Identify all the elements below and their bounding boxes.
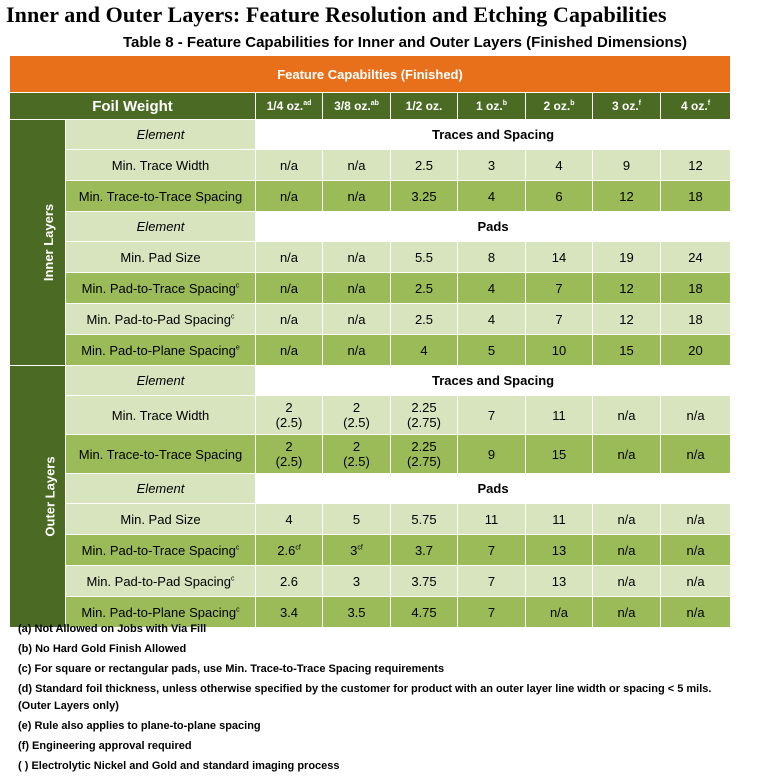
value-text: 7 — [487, 573, 496, 589]
row-label-sup: c — [235, 282, 240, 290]
footnote: (e) Rule also applies to plane-to-plane spacing — [18, 720, 261, 732]
value-cell — [593, 396, 661, 435]
value-text: n/a — [617, 446, 636, 462]
value-cell — [526, 435, 593, 474]
value-text: 3 — [352, 573, 361, 589]
side-label-text: Inner Layers — [41, 203, 57, 282]
row-label — [66, 566, 256, 597]
value-cell: 9 — [593, 150, 661, 181]
section-name: Traces and Spacing — [256, 366, 731, 396]
row-label — [66, 150, 256, 181]
table-row — [10, 273, 731, 304]
row-label — [66, 181, 256, 212]
value-text: 2 — [285, 400, 293, 415]
footnote: (d) Standard foil thickness, unless otherwise specified by the customer for product with an outer layer line width or spacing < 5 mils. (Outer Layers only) — [18, 683, 712, 712]
section-name: Traces and Spacing — [256, 120, 731, 150]
value-cell: 12 — [593, 304, 661, 335]
element-label: Element — [66, 212, 256, 242]
value-text: 11 — [484, 511, 499, 527]
value-text: n/a — [549, 604, 569, 620]
row-label-text: Min. Trace Width — [111, 407, 210, 423]
value-text: 15 — [551, 446, 567, 462]
col-header-label: 1/2 oz. — [405, 98, 443, 113]
value-text: n/a — [617, 511, 636, 527]
value-sup: cf — [357, 544, 363, 552]
value-paren: (2.5) — [343, 454, 370, 469]
row-label — [66, 435, 256, 474]
value-cell — [458, 504, 526, 535]
col-header — [391, 93, 458, 120]
value-cell — [323, 504, 391, 535]
col-header-sup: b — [570, 99, 575, 107]
value-text: n/a — [686, 542, 705, 558]
value-text: 3.7 — [414, 542, 434, 558]
value-cell: n/a — [323, 181, 391, 212]
row-label-sup: c — [236, 606, 240, 614]
outer-layers-section — [10, 366, 731, 628]
value-text: 3.4 — [279, 604, 299, 620]
value-text: n/a — [617, 407, 636, 423]
value-text: 4 — [285, 511, 293, 527]
col-header — [661, 93, 731, 120]
table-row — [10, 150, 731, 181]
value-cell: n/a — [256, 150, 323, 181]
row-label-text: Min. Trace-to-Trace Spacing — [78, 446, 243, 462]
page-title: Inner and Outer Layers: Feature Resolution and Etching Capabilities — [6, 2, 667, 27]
footnote: ( ) Electrolytic Nickel and Gold and standard imaging process — [18, 760, 340, 772]
section-name: Pads — [256, 212, 731, 242]
value-text: 9 — [487, 446, 496, 462]
value-cell — [661, 566, 731, 597]
value-cell: 4 — [526, 150, 593, 181]
value-cell: n/a — [256, 273, 323, 304]
value-cell: 2.5 — [391, 273, 458, 304]
value-cell — [526, 566, 593, 597]
value-cell: 4 — [458, 181, 526, 212]
value-cell: 12 — [593, 181, 661, 212]
col-header-sup: ad — [303, 99, 312, 107]
value-cell: 12 — [661, 150, 731, 181]
value-cell: 4 — [458, 273, 526, 304]
value-cell: n/a — [323, 242, 391, 273]
value-paren: (2.75) — [407, 415, 441, 430]
col-header-label: 3/8 oz. — [334, 98, 371, 113]
footnote: (c) For square or rectangular pads, use Min. Trace-to-Trace Spacing requirements — [18, 663, 445, 675]
row-label-text: Min. Trace-to-Trace Spacing — [78, 188, 243, 204]
value-cell — [391, 535, 458, 566]
table-row — [10, 181, 731, 212]
element-label: Element — [66, 474, 256, 504]
value-text: 7 — [487, 604, 496, 620]
footnote: (b) No Hard Gold Finish Allowed — [18, 643, 187, 655]
value-cell — [391, 396, 458, 435]
value-text: 3 — [350, 542, 358, 558]
side-label — [10, 366, 66, 628]
value-text: n/a — [686, 573, 705, 589]
row-label-text: Min. Pad-to-Pad Spacing — [86, 311, 232, 327]
value-cell: 19 — [593, 242, 661, 273]
side-label — [10, 120, 66, 366]
value-text: 2 — [285, 439, 293, 454]
value-cell — [593, 435, 661, 474]
feature-capabilities-table — [9, 55, 731, 628]
value-paren: (2.75) — [407, 454, 441, 469]
value-cell: n/a — [323, 304, 391, 335]
section-header-row — [10, 366, 731, 396]
value-cell: 18 — [661, 304, 731, 335]
value-cell: 3.25 — [391, 181, 458, 212]
value-cell — [661, 435, 731, 474]
value-cell: 5 — [458, 335, 526, 366]
value-text: 3.75 — [411, 573, 437, 589]
col-header-sup: ab — [370, 99, 379, 107]
table-row — [10, 566, 731, 597]
value-cell — [661, 504, 731, 535]
value-cell — [391, 435, 458, 474]
value-cell: n/a — [323, 150, 391, 181]
value-cell: n/a — [256, 304, 323, 335]
footnote: (a) Not Allowed on Jobs with Via Fill — [18, 623, 207, 635]
section-header-row — [10, 474, 731, 504]
value-text: 2.25 — [411, 400, 437, 415]
value-cell — [391, 566, 458, 597]
col-header-label: 2 oz. — [543, 98, 571, 113]
col-header-label: 3 oz. — [611, 98, 639, 113]
value-cell — [458, 396, 526, 435]
value-cell — [526, 504, 593, 535]
value-text: n/a — [617, 573, 636, 589]
value-cell — [323, 566, 391, 597]
row-label — [66, 304, 256, 335]
value-text: n/a — [686, 407, 705, 423]
value-text: n/a — [617, 604, 636, 620]
value-cell: 14 — [526, 242, 593, 273]
value-cell — [256, 396, 323, 435]
value-cell — [323, 435, 391, 474]
value-paren: (2.5) — [275, 454, 303, 469]
header-row — [10, 93, 731, 120]
element-label: Element — [66, 366, 256, 396]
value-text: 2.25 — [411, 439, 437, 454]
value-cell — [458, 535, 526, 566]
value-cell: 15 — [593, 335, 661, 366]
value-sup: cf — [295, 544, 301, 552]
row-label — [66, 396, 256, 435]
value-cell: 12 — [593, 273, 661, 304]
value-cell — [256, 435, 323, 474]
row-label-text: Min. Pad-to-Plane Spacing — [81, 342, 236, 358]
row-label-sup: c — [235, 544, 240, 552]
value-cell: 6 — [526, 181, 593, 212]
value-cell: 8 — [458, 242, 526, 273]
value-cell: 4 — [391, 335, 458, 366]
table-row — [10, 242, 731, 273]
foil-weight-header: Foil Weight — [10, 93, 256, 120]
value-cell: n/a — [256, 242, 323, 273]
value-cell: n/a — [256, 335, 323, 366]
value-cell: 2.5 — [391, 150, 458, 181]
col-header-label: 4 oz. — [681, 98, 708, 113]
value-cell — [593, 504, 661, 535]
value-text: 2 — [352, 400, 361, 415]
value-cell — [661, 535, 731, 566]
value-text: n/a — [686, 446, 705, 462]
value-cell — [256, 504, 323, 535]
col-header-sup: f — [707, 99, 711, 107]
value-text: 3.5 — [347, 604, 366, 620]
element-label: Element — [66, 120, 256, 150]
row-label-text: Min. Pad-to-Trace Spacing — [81, 280, 236, 296]
value-cell: 18 — [661, 273, 731, 304]
table-row — [10, 304, 731, 335]
inner-layers-section — [10, 120, 731, 366]
value-cell: n/a — [323, 273, 391, 304]
table-row — [10, 335, 731, 366]
value-cell — [391, 504, 458, 535]
row-label-text: Min. Pad-to-Plane Spacing — [81, 604, 237, 620]
col-header-label: 1 oz. — [476, 98, 503, 113]
value-cell — [458, 435, 526, 474]
value-cell — [661, 396, 731, 435]
value-cell: 7 — [526, 304, 593, 335]
col-header-sup: b — [502, 99, 507, 107]
value-cell: 7 — [526, 273, 593, 304]
value-cell — [323, 535, 391, 566]
row-label-sup: c — [231, 575, 235, 583]
row-label-text: Min. Trace Width — [111, 157, 210, 173]
row-label — [66, 504, 256, 535]
value-cell — [593, 535, 661, 566]
side-label-text: Outer Layers — [42, 456, 58, 537]
value-cell — [323, 396, 391, 435]
row-label-text: Min. Pad Size — [120, 511, 201, 527]
col-header-label: 1/4 oz. — [266, 98, 304, 113]
value-text: 11 — [552, 511, 566, 527]
row-label-text: Min. Pad-to-Trace Spacing — [81, 542, 236, 558]
row-label-sup: c — [231, 313, 235, 321]
row-label — [66, 535, 256, 566]
footnote: (f) Engineering approval required — [18, 740, 192, 752]
value-cell: 24 — [661, 242, 731, 273]
section-name: Pads — [256, 474, 731, 504]
value-cell: 2.5 — [391, 304, 458, 335]
value-text: 13 — [551, 573, 567, 589]
row-label-sup: e — [235, 344, 240, 352]
value-paren: (2.5) — [343, 415, 370, 430]
value-cell — [593, 566, 661, 597]
col-header — [526, 93, 593, 120]
row-label — [66, 335, 256, 366]
footnotes — [18, 619, 738, 776]
row-label — [66, 242, 256, 273]
col-header — [593, 93, 661, 120]
value-text: 4.75 — [411, 604, 437, 620]
table-row — [10, 504, 731, 535]
col-header — [458, 93, 526, 120]
value-paren: (2.5) — [275, 415, 303, 430]
value-cell: n/a — [323, 335, 391, 366]
value-cell: 20 — [661, 335, 731, 366]
value-cell: 4 — [458, 304, 526, 335]
value-cell: 18 — [661, 181, 731, 212]
value-text: 2.6 — [277, 542, 296, 558]
value-cell: 5.5 — [391, 242, 458, 273]
value-cell — [526, 535, 593, 566]
table-row — [10, 535, 731, 566]
row-label-text: Min. Pad-to-Pad Spacing — [86, 573, 232, 589]
table-caption: Table 8 - Feature Capabilities for Inner and Outer Layers (Finished Dimensions) — [123, 34, 688, 51]
section-header-row — [10, 120, 731, 150]
value-text: 11 — [552, 407, 566, 423]
value-cell: 10 — [526, 335, 593, 366]
value-text: 13 — [551, 542, 567, 558]
value-text: 5.75 — [411, 511, 437, 527]
table-banner: Feature Capabilties (Finished) — [10, 56, 731, 93]
value-cell — [526, 396, 593, 435]
value-text: 7 — [487, 407, 496, 423]
value-cell: 3 — [458, 150, 526, 181]
value-cell — [458, 566, 526, 597]
col-header — [256, 93, 323, 120]
value-cell: n/a — [256, 181, 323, 212]
value-text: 7 — [487, 542, 496, 558]
value-cell — [256, 566, 323, 597]
value-text: 2 — [352, 439, 361, 454]
row-label — [66, 273, 256, 304]
col-header-sup: f — [638, 99, 641, 107]
col-header — [323, 93, 391, 120]
value-text: 2.6 — [279, 573, 299, 589]
row-label-text: Min. Pad Size — [120, 249, 201, 265]
table-row — [10, 396, 731, 435]
value-text: n/a — [686, 511, 705, 527]
value-text: n/a — [686, 604, 705, 620]
value-text: n/a — [617, 542, 636, 558]
section-header-row — [10, 212, 731, 242]
value-text: 5 — [352, 511, 361, 527]
table-row — [10, 435, 731, 474]
value-cell — [256, 535, 323, 566]
